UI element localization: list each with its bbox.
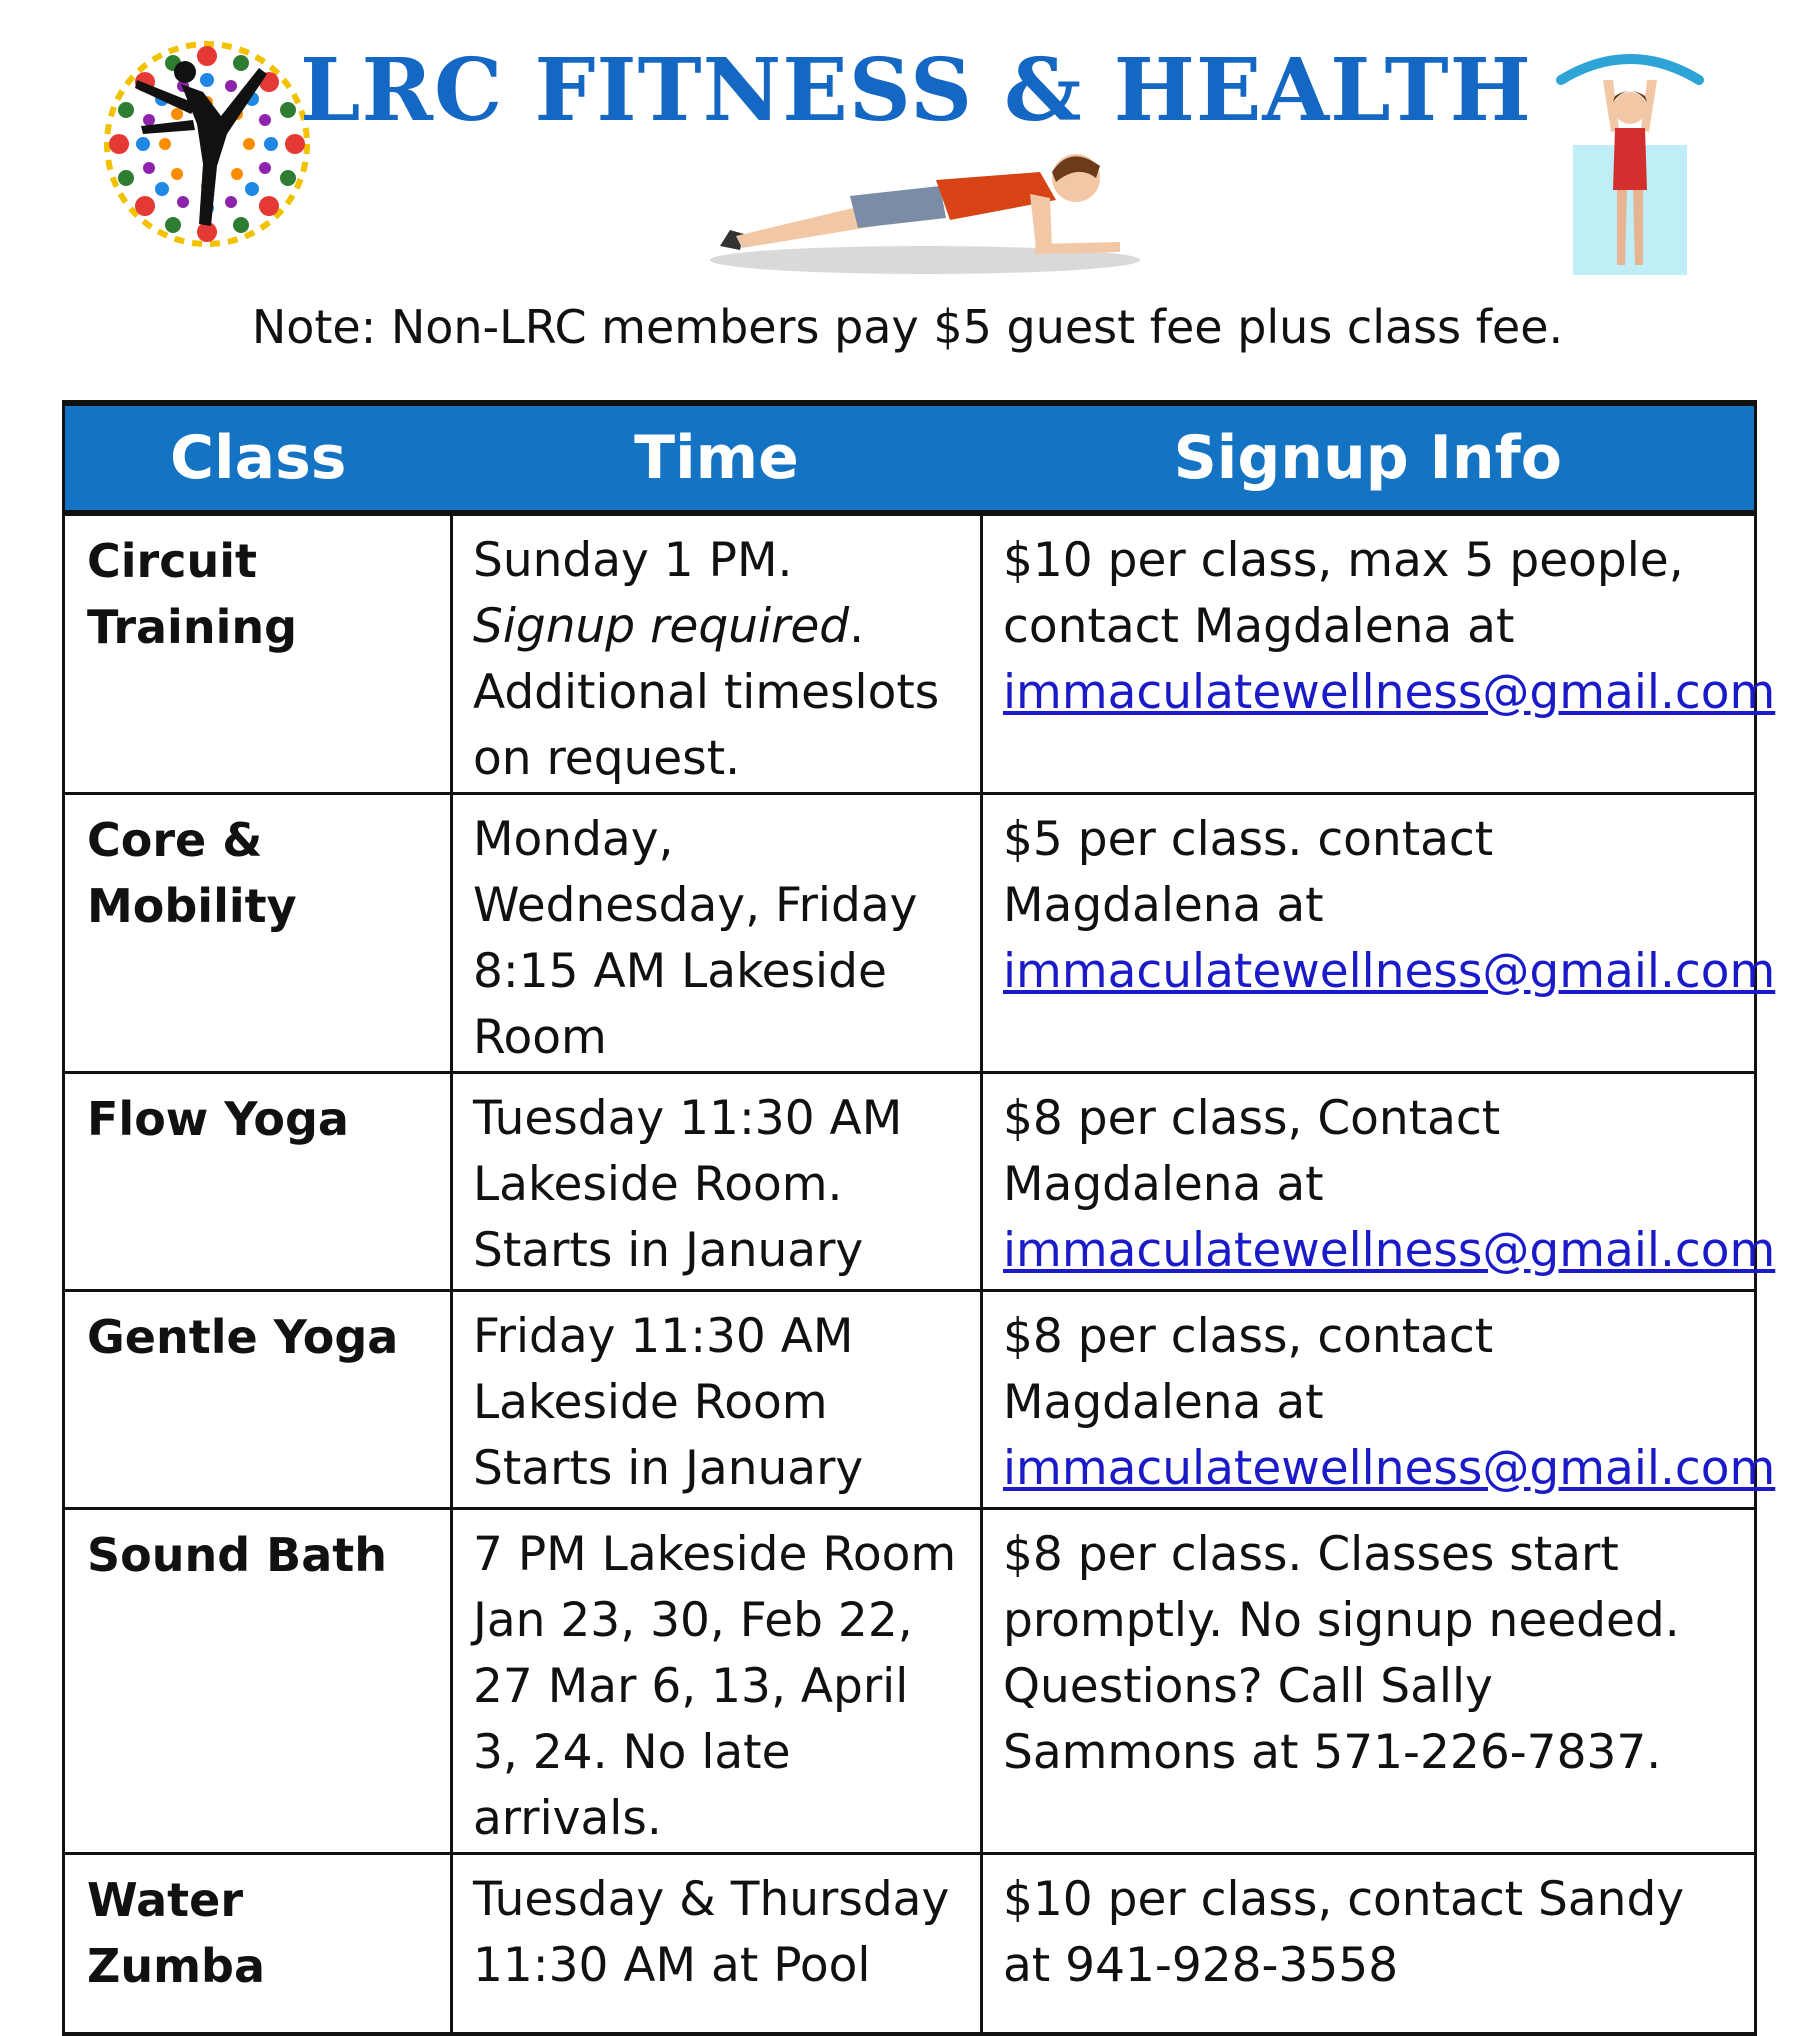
class-name: Core & Mobility (64, 794, 452, 1073)
email-link[interactable]: immaculatewellness@gmail.com (1003, 1223, 1776, 1278)
table-row (64, 1291, 1756, 1509)
signup-text: $8 per class, contact Magdalena at (1003, 1309, 1494, 1430)
guest-fee-note: Note: Non-LRC members pay $5 guest fee plus class fee. (251, 300, 1564, 354)
class-schedule-table (62, 400, 1776, 2036)
email-link[interactable]: immaculatewellness@gmail.com (1003, 1441, 1776, 1496)
plank-figure (720, 154, 1120, 254)
yoga-mandala-illustration (95, 32, 320, 257)
email-link[interactable]: immaculatewellness@gmail.com (1003, 944, 1776, 999)
class-signup (982, 794, 1776, 1073)
table-row (64, 794, 1756, 1073)
table-row (64, 513, 1756, 794)
time-text: . Additional timeslots on request. (473, 599, 940, 786)
class-time (452, 513, 982, 794)
class-time: Tuesday 11:30 AM Lakeside Room. Starts in January (452, 1073, 982, 1291)
class-time: Tuesday & Thursday 11:30 AM at Pool (452, 1854, 982, 2034)
class-name: Flow Yoga (64, 1073, 452, 1291)
table-row (64, 1509, 1756, 1854)
column-header-signup: Signup Info (982, 403, 1756, 513)
email-link[interactable]: immaculatewellness@gmail.com (1003, 665, 1776, 720)
class-signup (982, 1073, 1776, 1291)
class-time: Friday 11:30 AM Lakeside Room Starts in January (452, 1291, 982, 1509)
class-name: Circuit Training (64, 513, 452, 794)
table-row (64, 1854, 1756, 2034)
class-name: Water Zumba (64, 1854, 452, 2034)
class-name: Gentle Yoga (64, 1291, 452, 1509)
signup-text: $10 per class, max 5 people, contact Magdalena at (1003, 533, 1684, 654)
class-name: Sound Bath (64, 1509, 452, 1854)
water-swimmer-illustration (1555, 40, 1705, 280)
plank-exercise-illustration (700, 138, 1150, 278)
class-signup (982, 1291, 1776, 1509)
class-signup: $8 per class. Classes start promptly. No signup needed. Questions? Call Sally Sammons at 571-226-7837. (982, 1509, 1756, 1854)
page-title: LRC FITNESS & HEALTH (300, 40, 1532, 141)
class-time: Monday, Wednesday, Friday 8:15 AM Lakeside Room (452, 794, 982, 1073)
class-signup: $10 per class, contact Sandy at 941-928-3558 (982, 1854, 1756, 2034)
class-signup (982, 513, 1776, 794)
time-emphasis: Signup required (473, 599, 850, 654)
table-header-row (64, 403, 1756, 513)
column-header-time: Time (452, 403, 982, 513)
signup-text: $5 per class. contact Magdalena at (1003, 812, 1494, 933)
time-text: Sunday 1 PM. (473, 533, 793, 588)
table-row (64, 1073, 1756, 1291)
signup-text: $8 per class, Contact Magdalena at (1003, 1091, 1501, 1212)
column-header-class: Class (64, 403, 452, 513)
class-time: 7 PM Lakeside Room Jan 23, 30, Feb 22, 27 Mar 6, 13, April 3, 24. No late arrivals. (452, 1509, 982, 1854)
